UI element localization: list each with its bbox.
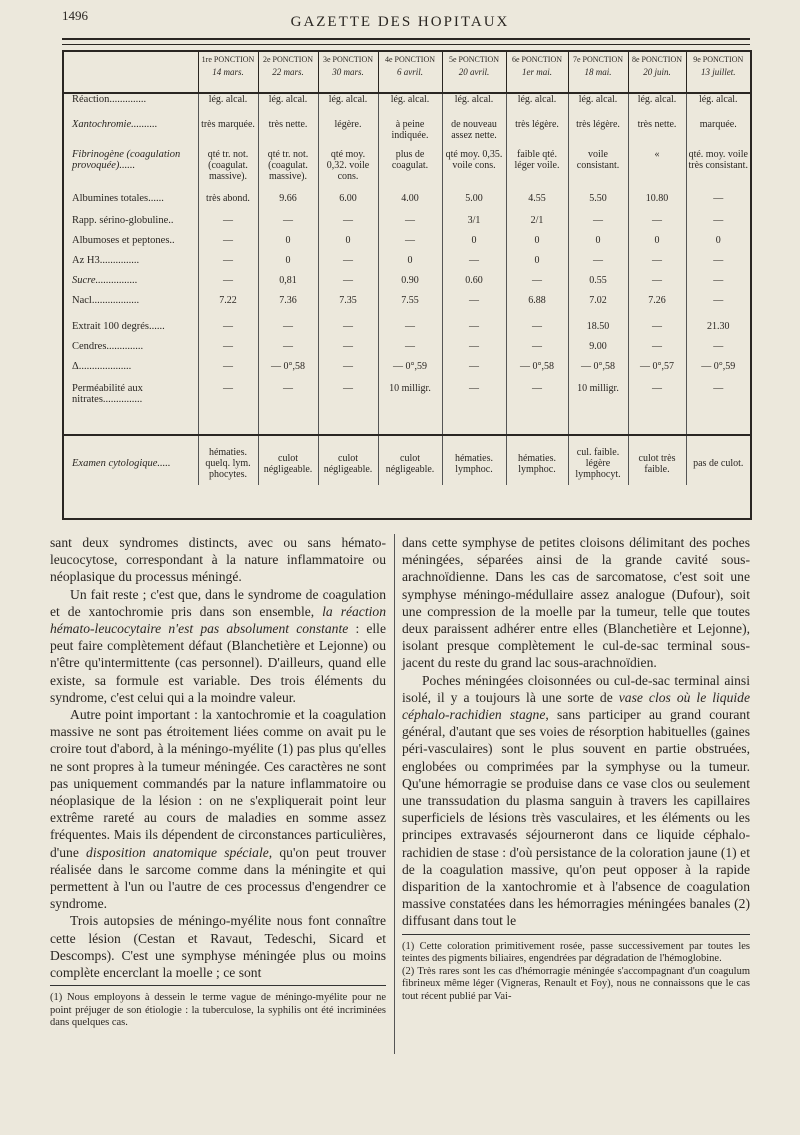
table-cell: — 0°,58 xyxy=(258,361,318,383)
row-label: Rapp. sérino-globuline.. xyxy=(72,215,174,226)
table-cell: — xyxy=(568,215,628,235)
row-label: Perméabilité aux nitrates............... xyxy=(72,383,143,405)
column-label: 3e PONCTION xyxy=(323,55,373,64)
table-cell: — xyxy=(442,383,506,417)
table-cell: — xyxy=(628,255,686,275)
table-row xyxy=(64,361,750,383)
table-cell: légère. xyxy=(318,119,378,149)
table-cell: qté moy. 0,35. voile cons. xyxy=(442,149,506,193)
column-label: 2e PONCTION xyxy=(263,55,313,64)
table-cell: lég. alcal. xyxy=(258,93,318,119)
table-cell: — xyxy=(258,321,318,341)
table-cell: 10 milligr. xyxy=(378,383,442,417)
row-label: Az H3............... xyxy=(72,255,140,266)
row-label: Examen cytologique..... xyxy=(64,435,198,485)
table-cell: 9.00 xyxy=(568,341,628,361)
table-cell: « xyxy=(628,149,686,193)
table-row xyxy=(64,275,750,295)
table-row xyxy=(64,149,750,193)
paragraph: dans cette symphyse de petites cloisons délimitant des poches méningées, séparées ainsi de la grande cavité sous-arachnoïdienne. Dans les cas de sarcomatose, c'est soit une symphyse méningo-médullaire assez analogue (Dufour), soit une compression de la moelle par la tumeur, telle que toutes deux paraissent adhérer entre elles (Blanchetière et Lejonne), isolant presque complètement le cul-de-sac terminal sous-jacent du reste du grand lac sous-arachnoïdien. xyxy=(402,535,750,671)
table-cell: — xyxy=(258,215,318,235)
row-label: Xantochromie.......... xyxy=(72,119,158,130)
table-cell: très marquée. xyxy=(198,119,258,149)
table-cell: — 0°,58 xyxy=(506,361,568,383)
table-cell: — xyxy=(442,295,506,321)
table-cell: lég. alcal. xyxy=(506,93,568,119)
table-cell: 0 xyxy=(258,235,318,255)
table-cell: 7.55 xyxy=(378,295,442,321)
table-cell: — xyxy=(258,383,318,417)
column-label: 6e PONCTION xyxy=(512,55,562,64)
footnote-rule xyxy=(402,934,750,935)
table-cell: — 0°,59 xyxy=(686,361,750,383)
left-column xyxy=(50,534,386,1030)
table-cell: 9.66 xyxy=(258,193,318,215)
empty-cell xyxy=(568,417,628,435)
empty-cell xyxy=(686,417,750,435)
italic-span: vase clos où le liquide céphalo-rachidien stagne xyxy=(402,689,750,723)
table-cell: — xyxy=(568,255,628,275)
column-header xyxy=(506,52,568,93)
table-cell: — xyxy=(686,295,750,321)
table-cell: — xyxy=(258,341,318,361)
table-cell: — xyxy=(318,321,378,341)
table-cell: plus de coagulat. xyxy=(378,149,442,193)
table-row xyxy=(64,383,750,417)
table-cell: 6.88 xyxy=(506,295,568,321)
table-cell: lég. alcal. xyxy=(378,93,442,119)
table-row xyxy=(64,119,750,149)
table-cell: 10 milligr. xyxy=(568,383,628,417)
table-cell: — xyxy=(378,235,442,255)
table-cell: très nette. xyxy=(628,119,686,149)
table-cell: — xyxy=(198,341,258,361)
row-label: Albumoses et peptones.. xyxy=(72,235,175,246)
table-cell: hématies. quelq. lym. phocytes. xyxy=(198,435,258,485)
table-cell: 7.22 xyxy=(198,295,258,321)
table-cell: 0.55 xyxy=(568,275,628,295)
cytology-row xyxy=(64,435,750,485)
table-cell: qté tr. not. (coagulat. massive). xyxy=(198,149,258,193)
footnote: (2) Très rares sont les cas d'hémorragie méningée s'accompagnant d'un coagulum fibrineux même léger (Vigneras, Renault et Foy), nous ne connaissons que le cas tout récent publié par Vai- xyxy=(402,965,750,1002)
table-row xyxy=(64,295,750,321)
table-cell: — xyxy=(318,215,378,235)
table-cell: 0.60 xyxy=(442,275,506,295)
table-cell: — xyxy=(686,193,750,215)
column-date: 13 juillet. xyxy=(701,67,736,77)
column-label: 4e PONCTION xyxy=(385,55,435,64)
table-cell: 0 xyxy=(318,235,378,255)
row-label: Extrait 100 degrés...... xyxy=(72,321,165,332)
table-cell: — xyxy=(628,321,686,341)
table-cell: — xyxy=(198,255,258,275)
table-cell: marquée. xyxy=(686,119,750,149)
table-cell: lég. alcal. xyxy=(686,93,750,119)
text-span: Un fait reste ; c'est que, dans le syndrome de coagulation et de xantochromie pris dans son ensemble, xyxy=(50,586,386,619)
table-row xyxy=(64,235,750,255)
table-cell: — xyxy=(686,383,750,417)
table-cell: 6.00 xyxy=(318,193,378,215)
table-cell: — xyxy=(628,215,686,235)
table-cell: 0 xyxy=(506,235,568,255)
table-cell: 0 xyxy=(686,235,750,255)
table-cell: 7.02 xyxy=(568,295,628,321)
table-cell: culot très faible. xyxy=(628,435,686,485)
table-cell: — xyxy=(318,275,378,295)
table-cell: qté tr. not. (coagulat. massive). xyxy=(258,149,318,193)
table-cell: — xyxy=(318,383,378,417)
paragraph: Trois autopsies de méningo-myélite nous font connaître cette lésion (Cestan et Ravaut, Tedeschi, Sicard et Descomps). C'est une symphyse méningée plus ou moins complète encerclant la moelle ; ce sont xyxy=(50,913,386,981)
table-cell: — xyxy=(442,321,506,341)
text-span: , sans participer au grand courant général, d'autant que ses voies de résorption habituelles (gaines péri-vasculaires) sont le plus souvent en partie obstruées, englobées ou comprimées par la symphyse ou la tumeur. Qu'une hémorragie se produise dans ce vase clos ou seulement une transsudation du plasma sanguin à travers les capillaires superficiels de lésions très vasculaires, et les éléments ou les principes extravasés séjourneront dans ce liquide céphalo-rachidien de stase : d'où persistance de la coloration jaune (1) et de la coagulation massive, qu'on peut opposer à la rapide disparition de la xantochromie et à l'absence de coagulation massive constatées dans les hémorragies méningées banales (2) diffusant dans tout le xyxy=(402,707,750,929)
table-cell: 4.55 xyxy=(506,193,568,215)
paragraph xyxy=(50,586,386,706)
table-cell: 7.36 xyxy=(258,295,318,321)
column-date: 6 avril. xyxy=(397,67,423,77)
right-column xyxy=(402,534,750,1003)
table-cell: — xyxy=(506,383,568,417)
table-cell: — xyxy=(628,341,686,361)
empty-cell xyxy=(506,417,568,435)
table-cell: 18.50 xyxy=(568,321,628,341)
table-cell: — xyxy=(442,341,506,361)
table-cell: — xyxy=(318,255,378,275)
table-cell: culot négligeable. xyxy=(378,435,442,485)
table-cell: lég. alcal. xyxy=(442,93,506,119)
row-label: Albumines totales...... xyxy=(72,193,164,204)
table-cell: de nouveau assez nette. xyxy=(442,119,506,149)
puncture-results-table xyxy=(62,50,752,520)
table-cell: hématies. lymphoc. xyxy=(506,435,568,485)
table-cell: — xyxy=(686,255,750,275)
table-cell: — xyxy=(628,275,686,295)
paragraph: sant deux syndromes distincts, avec ou sans hémato-leucocytose, correspondant à la nature inflammatoire ou néoplasique du processus méningé. xyxy=(50,535,386,585)
paragraph xyxy=(402,672,750,930)
table-cell: 5.00 xyxy=(442,193,506,215)
table-row xyxy=(64,321,750,341)
table-cell: très abond. xyxy=(198,193,258,215)
table-cell: — xyxy=(198,235,258,255)
row-label: Réaction.............. xyxy=(72,94,147,105)
table-cell: — xyxy=(506,275,568,295)
table-cell: — xyxy=(198,275,258,295)
table-row xyxy=(64,215,750,235)
column-divider xyxy=(394,534,395,1054)
empty-cell xyxy=(378,417,442,435)
table-cell: 5.50 xyxy=(568,193,628,215)
table-cell: 3/1 xyxy=(442,215,506,235)
column-label: 5e PONCTION xyxy=(449,55,499,64)
table-cell: hématies. lymphoc. xyxy=(442,435,506,485)
column-header xyxy=(442,52,506,93)
footnote: (1) Cette coloration primitivement rosée, passe successivement par toutes les teintes des pigments biliaires, engendrées par dégradation de l'hémoglobine. xyxy=(402,940,750,965)
table-cell: — 0°,59 xyxy=(378,361,442,383)
table-cell: — xyxy=(318,341,378,361)
empty-cell xyxy=(628,417,686,435)
table-cell: lég. alcal. xyxy=(198,93,258,119)
column-header xyxy=(568,52,628,93)
table-cell: lég. alcal. xyxy=(628,93,686,119)
table-cell: qté. moy. voile très consistant. xyxy=(686,149,750,193)
table-cell: — xyxy=(198,383,258,417)
column-date: 1er mai. xyxy=(522,67,552,77)
text-span: Autre point important : la xantochromie et la coagulation massive ne sont pas étroitement liées comme on avait pu le croire tout d'abord, à la méningo-myélite (1) pas plus qu'elles ne sont propres à la tumeur méningée. Ces caractères ne sont pas uniquement commandés par la nature inflammatoire ou néoplasique de la lésion : on ne s'expliquerait point leur extrême rareté au cours de maladies en somme assez fréquentes. Mais ils dépendent de circonstances particulières, d'une xyxy=(50,707,386,860)
table-header-row xyxy=(64,52,750,93)
table-cell: — 0°,58 xyxy=(568,361,628,383)
table-cell: à peine indiquée. xyxy=(378,119,442,149)
table-cell: 21.30 xyxy=(686,321,750,341)
table-cell: 0,81 xyxy=(258,275,318,295)
table-cell: très légère. xyxy=(568,119,628,149)
header-blank xyxy=(64,52,198,93)
paragraph xyxy=(50,706,386,912)
column-header xyxy=(198,52,258,93)
column-date: 30 mars. xyxy=(332,67,364,77)
table-cell: lég. alcal. xyxy=(318,93,378,119)
table-cell: — xyxy=(198,321,258,341)
table-row xyxy=(64,255,750,275)
header-rule-thin xyxy=(62,44,750,45)
column-header xyxy=(318,52,378,93)
data-table xyxy=(64,52,750,485)
text-span: : elle peut faire complètement défaut (Blanchetière et Lejonne) ou n'être qu'intermittente (cas personnel). D'ailleurs, quand elle existe, sa formule est variable. Des trois éléments du syndrome, c'est celui qui a la moindre valeur. xyxy=(50,621,386,705)
table-cell: qté moy. 0,32. voile cons. xyxy=(318,149,378,193)
row-label: Nacl.................. xyxy=(72,295,140,306)
column-date: 20 juin. xyxy=(643,67,671,77)
table-cell: 0 xyxy=(568,235,628,255)
journal-title: GAZETTE DES HOPITAUX xyxy=(290,14,510,30)
table-cell: — xyxy=(198,361,258,383)
table-cell: très nette. xyxy=(258,119,318,149)
table-cell: culot négligeable. xyxy=(318,435,378,485)
table-cell: — 0°,57 xyxy=(628,361,686,383)
table-cell: — xyxy=(506,321,568,341)
page-number: 1496 xyxy=(62,8,88,23)
empty-cell xyxy=(64,417,198,435)
footnote-rule xyxy=(50,985,386,986)
table-cell: — xyxy=(378,341,442,361)
column-label: 9e PONCTION xyxy=(693,55,744,64)
empty-cell xyxy=(442,417,506,435)
table-cell: — xyxy=(506,341,568,361)
table-cell: — xyxy=(442,361,506,383)
column-date: 22 mars. xyxy=(272,67,304,77)
table-cell: pas de culot. xyxy=(686,435,750,485)
table-cell: voile consistant. xyxy=(568,149,628,193)
column-date: 14 mars. xyxy=(212,67,244,77)
table-row xyxy=(64,93,750,119)
table-cell: 2/1 xyxy=(506,215,568,235)
table-cell: — xyxy=(378,321,442,341)
table-row xyxy=(64,341,750,361)
column-date: 18 mai. xyxy=(584,67,612,77)
table-cell: — xyxy=(318,361,378,383)
empty-cell xyxy=(198,417,258,435)
header-rule xyxy=(62,38,750,40)
table-cell: — xyxy=(378,215,442,235)
column-header xyxy=(258,52,318,93)
text-span: , qu'on peut trouver réalisée dans le sarcome comme dans la méningite et qui permettent à l'un ou l'autre de ces processus d'engendrer ce syndrome. xyxy=(50,844,386,912)
row-label: Sucre................ xyxy=(72,275,138,286)
empty-cell xyxy=(318,417,378,435)
table-cell: 10.80 xyxy=(628,193,686,215)
table-cell: cul. faible. légère lymphocyt. xyxy=(568,435,628,485)
table-cell: 0 xyxy=(442,235,506,255)
footnote: (1) Nous employons à dessein le terme vague de méningo-myélite pour ne point préjuger de son étiologie : la tuberculose, la syphilis ont été incriminées dans quelques cas. xyxy=(50,992,386,1029)
table-cell: très légère. xyxy=(506,119,568,149)
table-cell: — xyxy=(442,255,506,275)
row-label: Cendres.............. xyxy=(72,341,144,352)
table-cell: 7.35 xyxy=(318,295,378,321)
column-label: 1re PONCTION xyxy=(201,55,255,64)
table-cell: — xyxy=(686,275,750,295)
table-cell: 4.00 xyxy=(378,193,442,215)
italic-span: la réaction hémato-leucocytaire n'est pas absolument constante xyxy=(50,603,386,637)
table-cell: 0.90 xyxy=(378,275,442,295)
column-label: 8e PONCTION xyxy=(632,55,682,64)
table-row xyxy=(64,193,750,215)
table-cell: — xyxy=(628,383,686,417)
table-cell: lég. alcal. xyxy=(568,93,628,119)
row-label: Δ.................... xyxy=(72,361,132,372)
table-cell: 0 xyxy=(506,255,568,275)
table-cell: — xyxy=(686,341,750,361)
italic-span: disposition anatomique spéciale xyxy=(86,844,269,860)
column-header xyxy=(686,52,750,93)
empty-cell xyxy=(258,417,318,435)
text-span: Poches méningées cloisonnées ou cul-de-sac terminal ainsi isolé, il y a toujours là une sorte de xyxy=(402,672,750,705)
table-cell: 0 xyxy=(378,255,442,275)
table-cell: faible qté. léger voile. xyxy=(506,149,568,193)
table-cell: — xyxy=(686,215,750,235)
column-date: 20 avril. xyxy=(458,67,490,77)
column-header xyxy=(378,52,442,93)
table-cell: culot négligeable. xyxy=(258,435,318,485)
spacer-row xyxy=(64,417,750,435)
table-cell: — xyxy=(198,215,258,235)
column-label: 7e PONCTION xyxy=(573,55,623,64)
table-cell: 0 xyxy=(258,255,318,275)
column-header xyxy=(628,52,686,93)
table-cell: 0 xyxy=(628,235,686,255)
table-cell: 7.26 xyxy=(628,295,686,321)
row-label: Fibrinogène (coagulation provoquée)...... xyxy=(72,149,181,171)
